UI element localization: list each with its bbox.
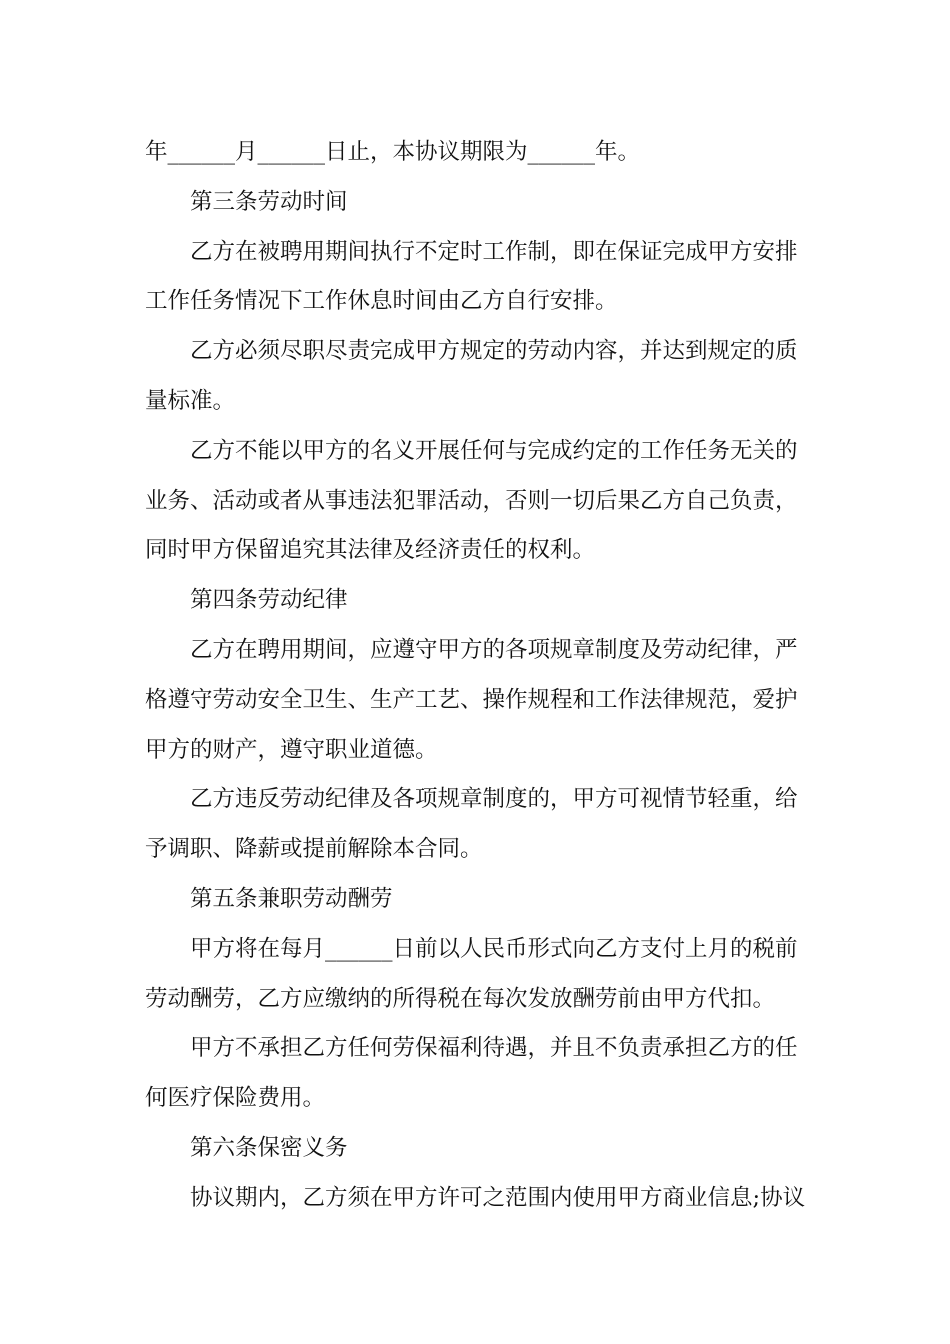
paragraph-violation-consequence: 乙方违反劳动纪律及各项规章制度的，甲方可视情节轻重，给予调职、降薪或提前解除本合同。: [145, 786, 798, 863]
document-body: [145, 128, 810, 1224]
paragraph-term-end: 年______月______日止，本协议期限为______年。: [145, 139, 641, 165]
heading-article-3-working-hours: 第三条劳动时间: [190, 188, 348, 215]
paragraph-confidential-info: 协议期内，乙方须在甲方许可之范围内使用甲方商业信息;协议: [190, 1184, 806, 1211]
heading-article-4-discipline: 第四条劳动纪律: [190, 587, 348, 614]
paragraph-prohibited-activities: 乙方不能以甲方的名义开展任何与完成约定的工作任务无关的业务、活动或者从事违法犯罪活动，否则一切后果乙方自己负责，同时甲方保留追究其法律及经济责任的权利。: [145, 437, 798, 564]
paragraph-payment-schedule: 甲方将在每月______日前以人民币形式向乙方支付上月的税前劳动酬劳，乙方应缴纳的所得税在每次发放酬劳前由甲方代扣。: [145, 935, 798, 1012]
heading-article-5-remuneration: 第五条兼职劳动酬劳: [190, 885, 393, 912]
paragraph-comply-rules: 乙方在聘用期间，应遵守甲方的各项规章制度及劳动纪律，严格遵守劳动安全卫生、生产工艺、操作规程和工作法律规范，爱护甲方的财产，遵守职业道德。: [145, 636, 798, 763]
heading-article-6-confidentiality: 第六条保密义务: [190, 1134, 348, 1161]
paragraph-flexible-hours: 乙方在被聘用期间执行不定时工作制，即在保证完成甲方安排工作任务情况下工作休息时间由乙方自行安排。: [145, 238, 798, 315]
paragraph-no-benefits: 甲方不承担乙方任何劳保福利待遇，并且不负责承担乙方的任何医疗保险费用。: [145, 1035, 798, 1112]
paragraph-quality-standard: 乙方必须尽职尽责完成甲方规定的劳动内容，并达到规定的质量标准。: [145, 338, 798, 414]
